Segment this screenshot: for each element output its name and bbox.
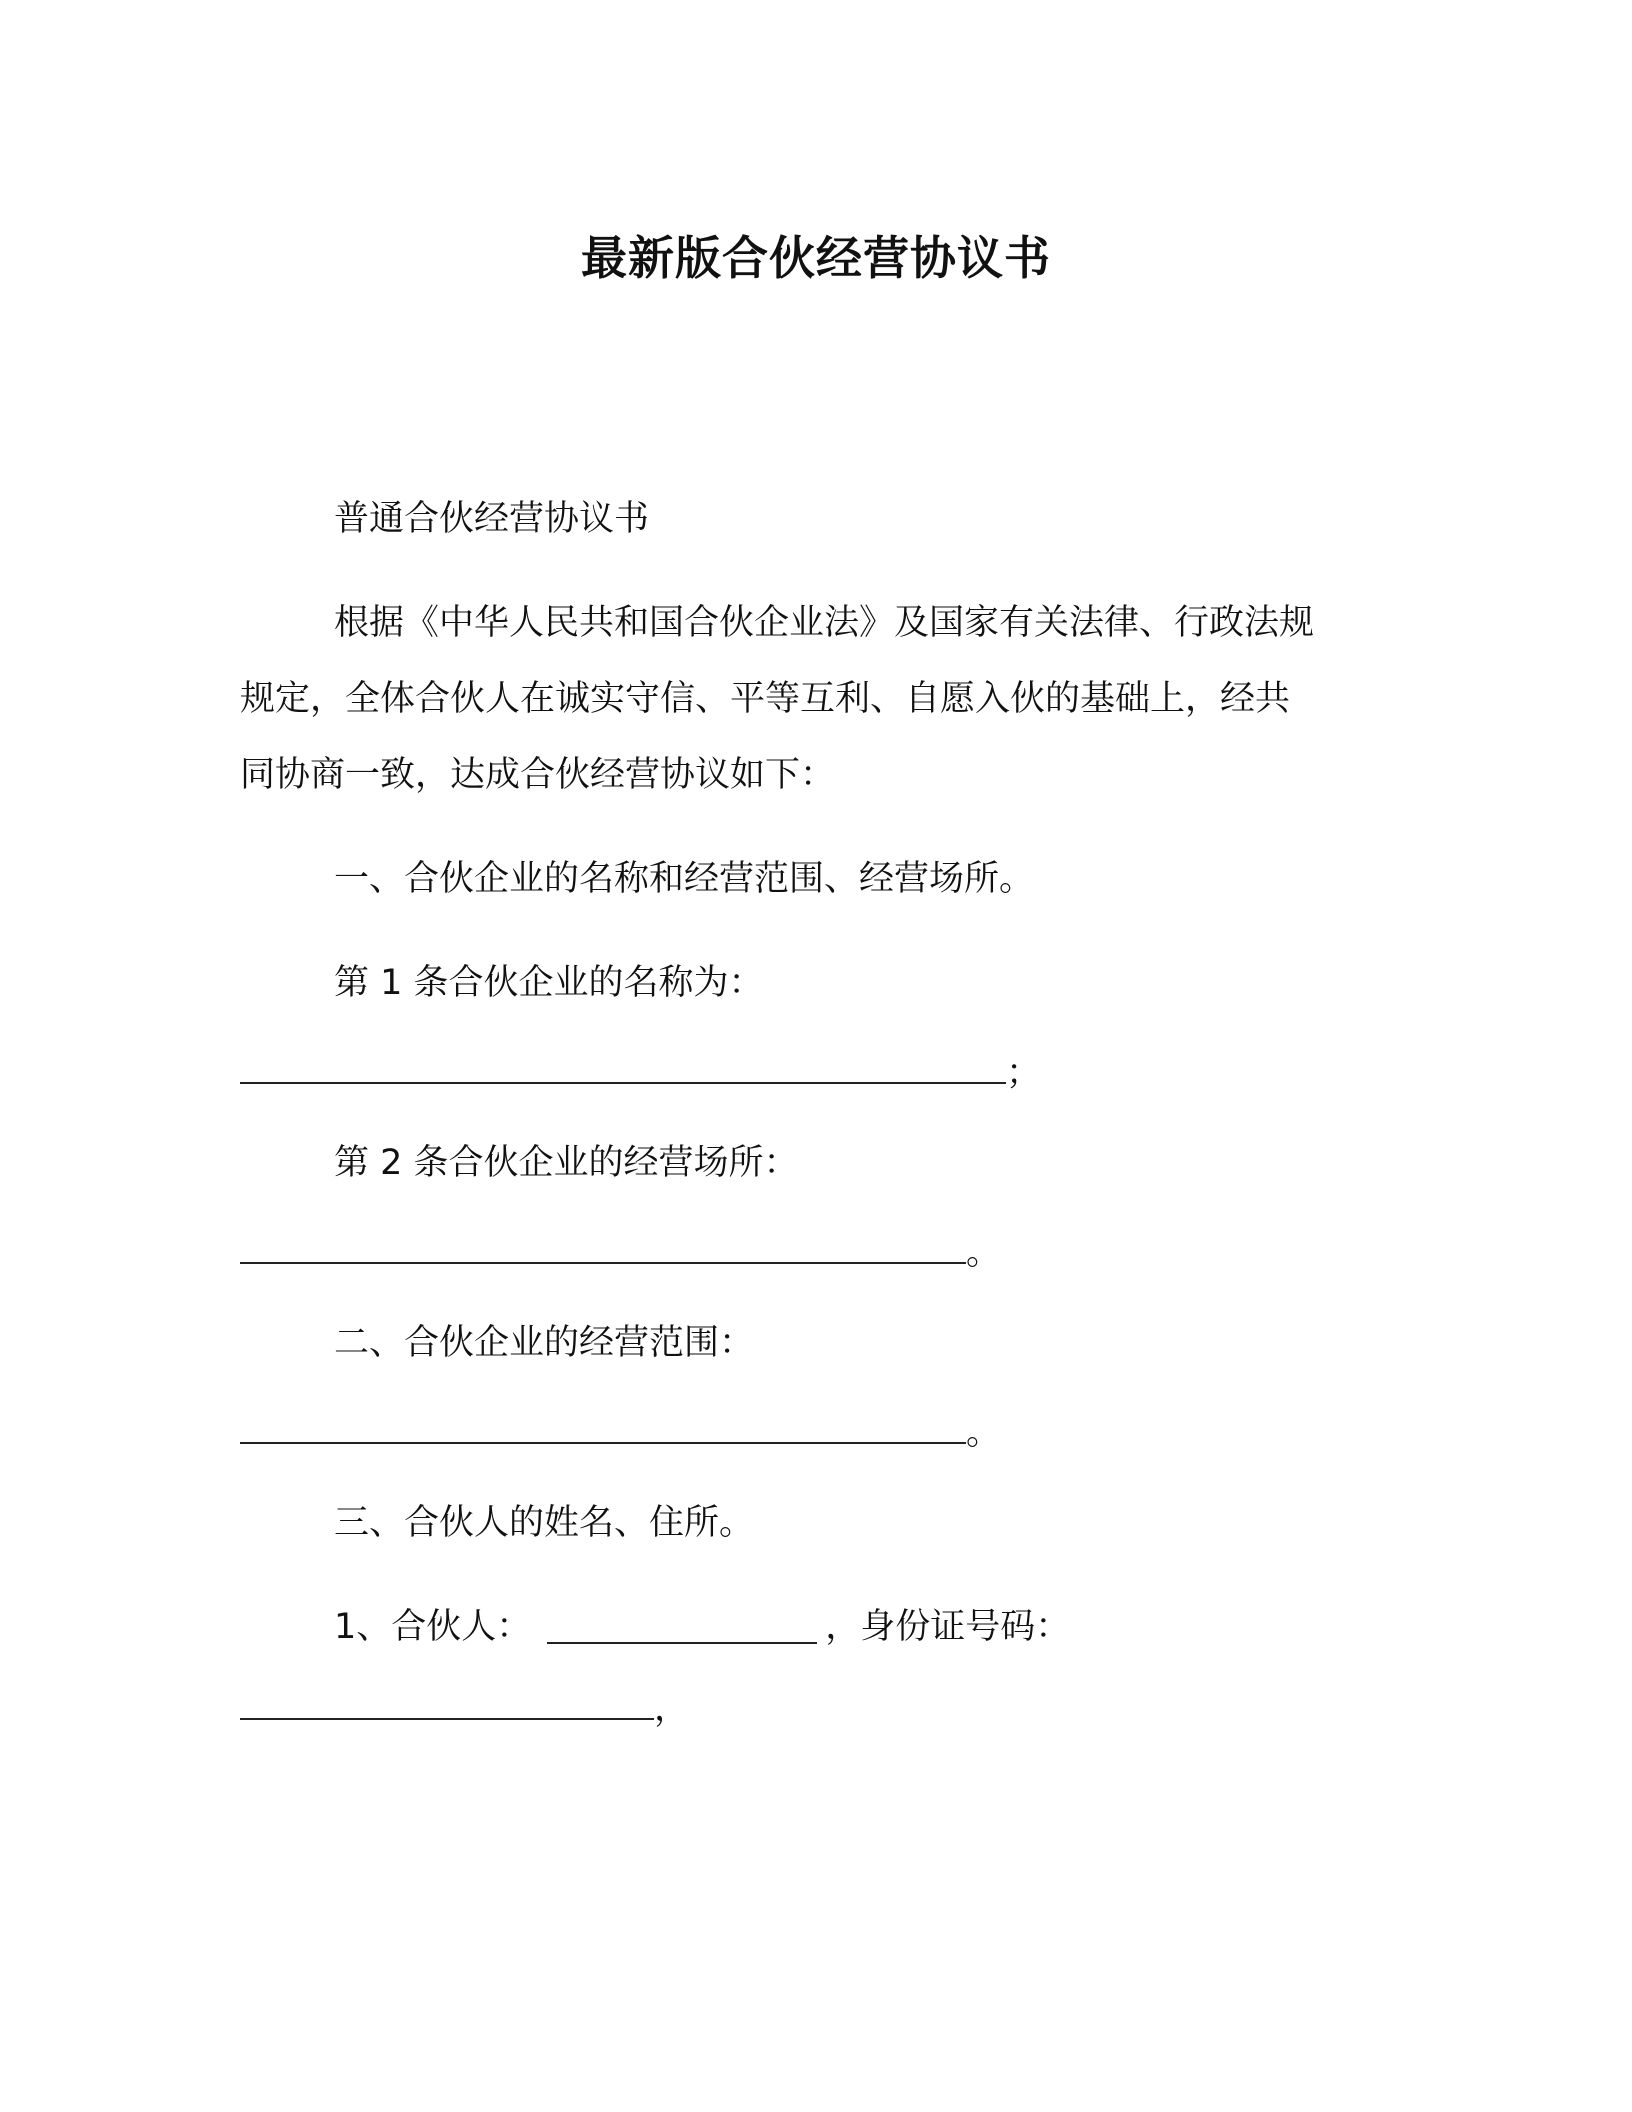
document-subtitle: 普通合伙经营协议书 xyxy=(334,499,650,539)
article-2-end-punct: 。 xyxy=(966,1233,1002,1273)
partner-1-label: 1、合伙人： xyxy=(334,1607,532,1647)
partner-1-line xyxy=(334,1607,1071,1647)
article-1-label: 第 1 条合伙企业的名称为： xyxy=(334,963,764,1003)
section-1-heading: 一、合伙企业的名称和经营范围、经营场所。 xyxy=(334,859,1035,899)
document-title: 最新版合伙经营协议书 xyxy=(581,231,1051,285)
article-2-label: 第 2 条合伙企业的经营场所： xyxy=(334,1143,799,1183)
partner-1-id-blank xyxy=(240,1718,654,1720)
partner-1-name-blank xyxy=(547,1642,817,1644)
business-scope-blank xyxy=(240,1442,966,1444)
section-2-heading: 二、合伙企业的经营范围： xyxy=(334,1323,755,1363)
article-1-end-punct: ； xyxy=(1006,1053,1042,1093)
partner-1-id-label: ，身份证号码： xyxy=(825,1607,1071,1647)
business-location-blank xyxy=(240,1262,966,1264)
section-2-end-punct: 。 xyxy=(966,1413,1002,1453)
section-3-heading: 三、合伙人的姓名、住所。 xyxy=(334,1503,755,1543)
preamble-line-3: 同协商一致，达成合伙经营协议如下： xyxy=(240,755,836,795)
company-name-blank xyxy=(240,1082,1006,1084)
preamble-line-2: 规定，全体合伙人在诚实守信、平等互利、自愿入伙的基础上，经共 xyxy=(240,679,1291,719)
preamble-line-1: 根据《中华人民共和国合伙企业法》及国家有关法律、行政法规 xyxy=(334,603,1315,643)
partner-1-end-punct: ， xyxy=(654,1689,690,1729)
